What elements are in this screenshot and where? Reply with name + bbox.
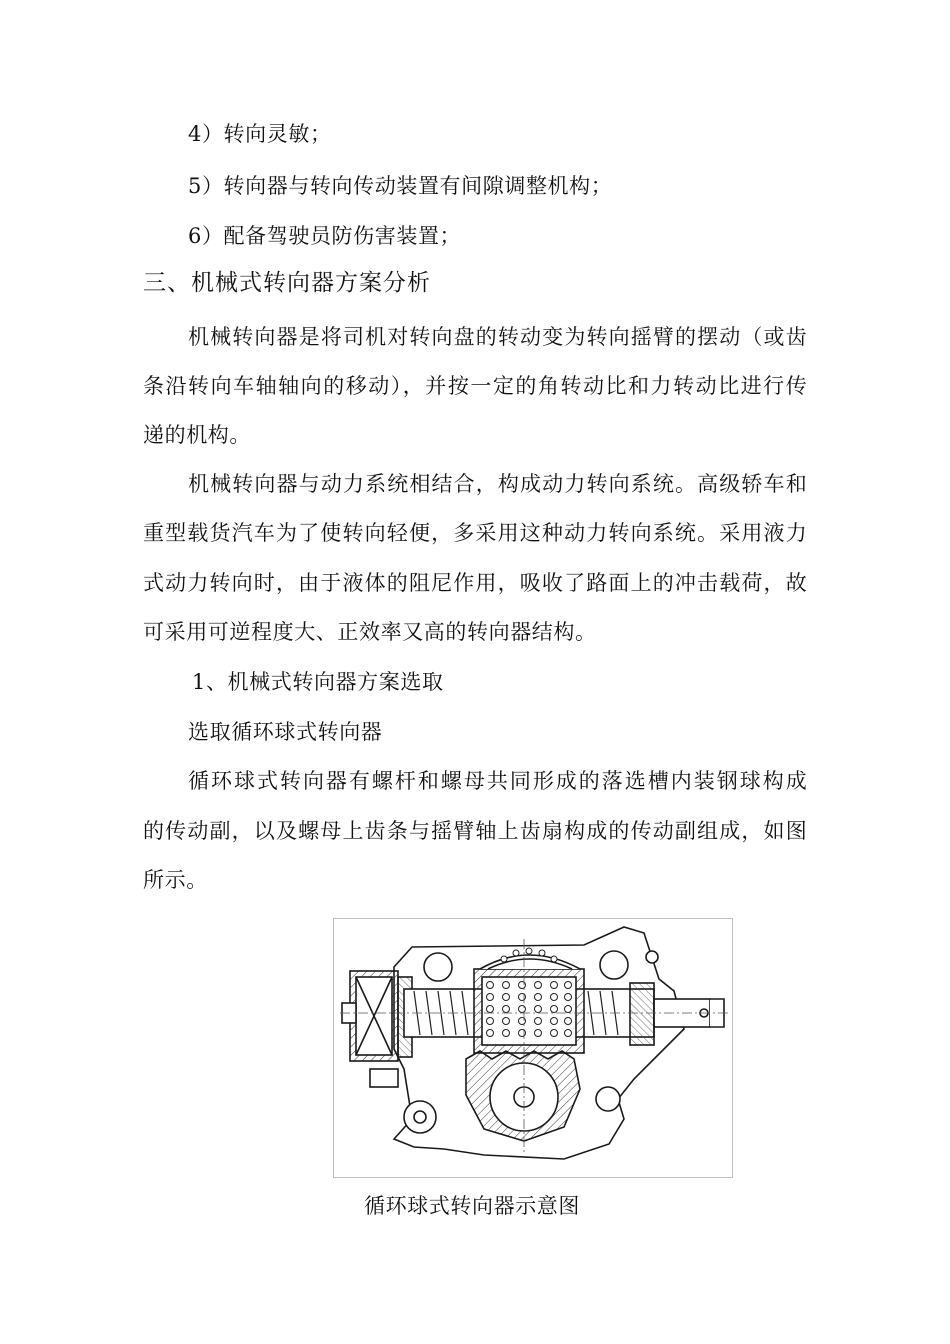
para2-line2: 重型载货汽车为了使转向轻便，多采用这种动力转向系统。采用液力 [143, 521, 807, 545]
para2-line4: 可采用可逆程度大、正效率又高的转向器结构。 [143, 620, 597, 644]
steering-gear-figure [333, 918, 733, 1178]
para1-line2: 条沿转向车轴轴向的移动），并按一定的角转动比和力转动比进行传 [143, 374, 807, 398]
para1-line3: 递的机构。 [143, 423, 251, 447]
subsection-heading: 1、机械式转向器方案选取 [192, 670, 444, 694]
list-item-4: 4）转向灵敏； [188, 122, 332, 146]
para3-line1: 循环球式转向器有螺杆和螺母共同形成的落选槽内装钢球构成 [188, 769, 807, 793]
para1-line1: 机械转向器是将司机对转向盘的转动变为转向摇臂的摆动（或齿 [188, 325, 807, 349]
section-heading: 三、机械式转向器方案分析 [143, 270, 431, 296]
list-item-6: 6）配备驾驶员防伤害装置； [188, 224, 462, 248]
steering-gear-drawing [334, 919, 732, 1177]
choice-text: 选取循环球式转向器 [188, 720, 383, 744]
para3-line2: 的传动副，以及螺母上齿条与摇臂轴上齿扇构成的传动副组成，如图 [143, 819, 807, 843]
figure-caption: 循环球式转向器示意图 [364, 1194, 580, 1218]
para2-line1: 机械转向器与动力系统相结合，构成动力转向系统。高级轿车和 [188, 472, 807, 496]
para3-line3: 所示。 [143, 868, 208, 892]
para2-line3: 式动力转向时，由于液体的阻尼作用，吸收了路面上的冲击载荷，故 [143, 571, 807, 595]
list-item-5: 5）转向器与转向传动装置有间隙调整机构； [188, 174, 613, 198]
